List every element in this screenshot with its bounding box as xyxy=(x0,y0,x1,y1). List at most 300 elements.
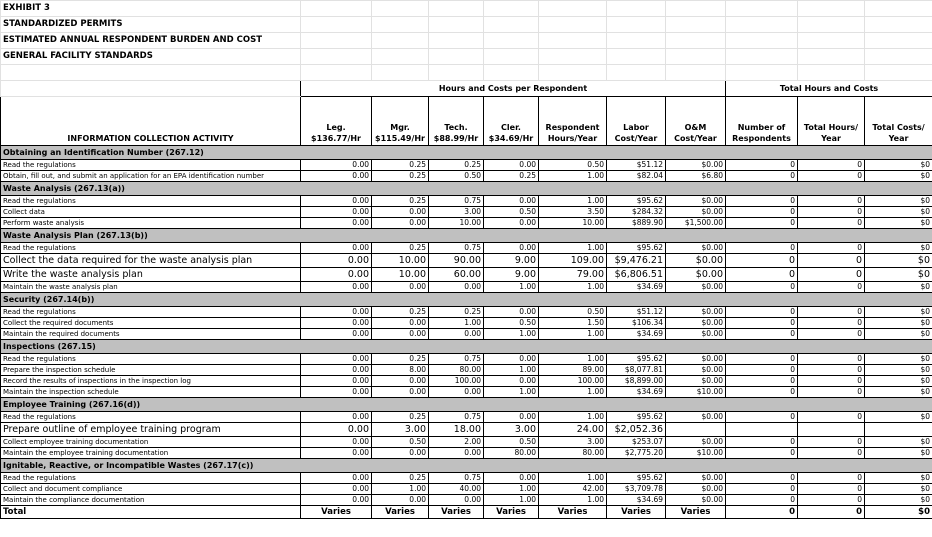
section-title: Waste Analysis Plan (267.13(b)) xyxy=(1,229,932,243)
table-cell: 1.00 xyxy=(484,495,539,506)
table-cell: $95.62 xyxy=(607,243,666,254)
table-cell: 0 xyxy=(726,254,798,268)
table-row xyxy=(1,495,932,506)
table-cell: 0 xyxy=(798,243,865,254)
table-cell: 0.75 xyxy=(429,243,484,254)
table-cell: 0 xyxy=(726,196,798,207)
table-row xyxy=(1,423,932,437)
table-cell: 100.00 xyxy=(429,376,484,387)
activity-label: Collect data xyxy=(1,207,301,218)
activity-label: Maintain the inspection schedule xyxy=(1,387,301,398)
table-cell: $9,476.21 xyxy=(607,254,666,268)
table-cell: 0 xyxy=(798,318,865,329)
subtitle-facility-standards: GENERAL FACILITY STANDARDS xyxy=(1,49,301,65)
table-cell: 0 xyxy=(726,160,798,171)
activity-label: Read the regulations xyxy=(1,354,301,365)
table-cell: $0.00 xyxy=(666,282,726,293)
table-cell: $2,052.36 xyxy=(607,423,666,437)
table-cell: $82.04 xyxy=(607,171,666,182)
activity-label: Maintain the employee training documentation xyxy=(1,448,301,459)
table-cell: 80.00 xyxy=(539,448,607,459)
table-cell: $0 xyxy=(865,171,932,182)
table-cell: 0 xyxy=(798,329,865,340)
table-cell: 3.00 xyxy=(539,437,607,448)
table-cell: 8.00 xyxy=(372,365,429,376)
table-cell: 0.25 xyxy=(372,473,429,484)
table-cell: 0 xyxy=(726,484,798,495)
table-cell: 80.00 xyxy=(429,365,484,376)
total-cell: Varies xyxy=(372,506,429,519)
table-cell: 0.00 xyxy=(429,495,484,506)
table-cell: $0.00 xyxy=(666,268,726,282)
table-cell: 109.00 xyxy=(539,254,607,268)
table-cell: 2.00 xyxy=(429,437,484,448)
table-cell: 0 xyxy=(798,254,865,268)
table-cell: $0 xyxy=(865,376,932,387)
table-cell: 1.00 xyxy=(539,387,607,398)
table-cell: $0 xyxy=(865,268,932,282)
group-header-total: Total Hours and Costs xyxy=(726,81,932,97)
meta-row xyxy=(1,33,932,49)
table-cell: $0 xyxy=(865,207,932,218)
table-cell: 0 xyxy=(726,495,798,506)
table-cell: $0 xyxy=(865,387,932,398)
table-cell: 0.00 xyxy=(301,365,372,376)
section-header-row xyxy=(1,182,932,196)
table-cell: 0 xyxy=(726,282,798,293)
table-cell: 1.00 xyxy=(372,484,429,495)
table-cell: 1.00 xyxy=(484,365,539,376)
table-cell: 1.00 xyxy=(539,243,607,254)
table-cell: 1.00 xyxy=(484,484,539,495)
table-cell: 0.00 xyxy=(372,207,429,218)
total-cell: Varies xyxy=(666,506,726,519)
table-cell: $0.00 xyxy=(666,243,726,254)
table-row xyxy=(1,268,932,282)
table-cell: 0.00 xyxy=(301,354,372,365)
column-header-2: Mgr. $115.49/Hr xyxy=(372,97,429,146)
table-cell xyxy=(798,423,865,437)
table-cell: $0 xyxy=(865,160,932,171)
table-row xyxy=(1,254,932,268)
activity-label: Write the waste analysis plan xyxy=(1,268,301,282)
table-cell: $3,709.78 xyxy=(607,484,666,495)
table-cell: 0 xyxy=(798,268,865,282)
table-cell: 0.00 xyxy=(301,282,372,293)
table-cell: 1.00 xyxy=(484,282,539,293)
column-header-5: Respondent Hours/Year xyxy=(539,97,607,146)
table-cell: 0.00 xyxy=(301,171,372,182)
subtitle-burden-cost: ESTIMATED ANNUAL RESPONDENT BURDEN AND COST xyxy=(1,33,301,49)
group-header-per-respondent: Hours and Costs per Respondent xyxy=(301,81,726,97)
table-cell: 0.00 xyxy=(301,473,372,484)
table-cell: $0.00 xyxy=(666,376,726,387)
table-cell: 0 xyxy=(798,160,865,171)
table-cell xyxy=(865,423,932,437)
table-cell: 0.25 xyxy=(429,307,484,318)
table-cell: 0 xyxy=(726,376,798,387)
table-cell: 0.00 xyxy=(301,243,372,254)
table-cell: 0.50 xyxy=(429,171,484,182)
table-cell: $0 xyxy=(865,282,932,293)
meta-row xyxy=(1,17,932,33)
table-cell: 0 xyxy=(798,218,865,229)
table-cell: $10.00 xyxy=(666,387,726,398)
table-cell: 0.00 xyxy=(301,448,372,459)
activity-label: Read the regulations xyxy=(1,160,301,171)
table-cell: 0.25 xyxy=(372,171,429,182)
table-cell: 0.00 xyxy=(301,318,372,329)
section-header-row xyxy=(1,340,932,354)
table-cell: $0 xyxy=(865,365,932,376)
section-header-row xyxy=(1,459,932,473)
table-cell: 1.00 xyxy=(539,354,607,365)
table-cell: $0 xyxy=(865,196,932,207)
table-cell: 0.00 xyxy=(301,207,372,218)
table-cell: $0 xyxy=(865,354,932,365)
table-cell xyxy=(666,423,726,437)
table-row xyxy=(1,282,932,293)
table-cell: 0 xyxy=(726,412,798,423)
table-cell: $0.00 xyxy=(666,412,726,423)
table-cell: $0 xyxy=(865,329,932,340)
table-cell: $0 xyxy=(865,318,932,329)
table-cell: 0.50 xyxy=(372,437,429,448)
table-cell: 1.00 xyxy=(539,196,607,207)
table-cell: $0.00 xyxy=(666,437,726,448)
table-cell: $0 xyxy=(865,473,932,484)
table-cell: 0 xyxy=(798,484,865,495)
table-cell: 0.50 xyxy=(484,437,539,448)
table-cell: 0.25 xyxy=(372,354,429,365)
table-cell: $34.69 xyxy=(607,329,666,340)
table-cell: 0.75 xyxy=(429,354,484,365)
table-cell: 100.00 xyxy=(539,376,607,387)
table-cell: 0 xyxy=(726,268,798,282)
table-cell: 0.00 xyxy=(301,160,372,171)
table-cell: $0 xyxy=(865,218,932,229)
table-row xyxy=(1,218,932,229)
table-cell: $0.00 xyxy=(666,318,726,329)
table-cell: $0 xyxy=(865,243,932,254)
table-cell: 1.50 xyxy=(539,318,607,329)
table-cell: 0.00 xyxy=(301,218,372,229)
activity-label: Maintain the waste analysis plan xyxy=(1,282,301,293)
table-cell: 10.00 xyxy=(429,218,484,229)
activity-label: Collect the required documents xyxy=(1,318,301,329)
table-cell: 18.00 xyxy=(429,423,484,437)
table-cell: 0.00 xyxy=(372,387,429,398)
column-header-0: INFORMATION COLLECTION ACTIVITY xyxy=(1,97,301,146)
table-cell: 0.50 xyxy=(539,307,607,318)
table-cell: 1.00 xyxy=(539,412,607,423)
activity-label: Collect employee training documentation xyxy=(1,437,301,448)
table-cell: 0.00 xyxy=(301,387,372,398)
table-cell: 1.00 xyxy=(539,495,607,506)
table-cell: 0.00 xyxy=(301,423,372,437)
table-cell: 0 xyxy=(726,387,798,398)
activity-label: Record the results of inspections in the inspection log xyxy=(1,376,301,387)
table-cell: 0.00 xyxy=(301,412,372,423)
table-cell: 0 xyxy=(798,196,865,207)
table-cell: 0.00 xyxy=(484,376,539,387)
table-cell: 0.00 xyxy=(429,387,484,398)
table-cell: 0 xyxy=(798,207,865,218)
table-cell: $253.07 xyxy=(607,437,666,448)
section-title: Waste Analysis (267.13(a)) xyxy=(1,182,932,196)
table-cell: $51.12 xyxy=(607,307,666,318)
section-title: Ignitable, Reactive, or Incompatible Wastes (267.17(c)) xyxy=(1,459,932,473)
table-cell: $95.62 xyxy=(607,412,666,423)
column-header-3: Tech. $88.99/Hr xyxy=(429,97,484,146)
table-cell: 0 xyxy=(798,495,865,506)
table-cell: 0.00 xyxy=(301,268,372,282)
table-cell: 0.00 xyxy=(484,196,539,207)
activity-label: Read the regulations xyxy=(1,473,301,484)
table-cell: 0 xyxy=(726,437,798,448)
table-cell: $106.34 xyxy=(607,318,666,329)
table-row xyxy=(1,160,932,171)
table-cell: 24.00 xyxy=(539,423,607,437)
table-cell: 0.00 xyxy=(429,448,484,459)
table-cell: $34.69 xyxy=(607,387,666,398)
table-cell: $0 xyxy=(865,448,932,459)
table-cell: $95.62 xyxy=(607,354,666,365)
total-cell: Varies xyxy=(429,506,484,519)
table-cell: $0.00 xyxy=(666,207,726,218)
table-cell: 3.50 xyxy=(539,207,607,218)
table-cell: 0 xyxy=(798,365,865,376)
table-row xyxy=(1,171,932,182)
total-label: Total xyxy=(1,506,301,519)
table-cell: $10.00 xyxy=(666,448,726,459)
total-cell: $0 xyxy=(865,506,932,519)
activity-label: Collect the data required for the waste analysis plan xyxy=(1,254,301,268)
table-cell: 40.00 xyxy=(429,484,484,495)
table-row xyxy=(1,354,932,365)
table-cell: $0.00 xyxy=(666,160,726,171)
table-cell: $0.00 xyxy=(666,365,726,376)
table-row xyxy=(1,365,932,376)
table-cell: 1.00 xyxy=(539,282,607,293)
table-cell: 0 xyxy=(726,329,798,340)
meta-row xyxy=(1,49,932,65)
table-cell: 0 xyxy=(726,171,798,182)
group-header-row xyxy=(1,81,932,97)
table-cell: $2,775.20 xyxy=(607,448,666,459)
table-cell: 0 xyxy=(798,171,865,182)
table-cell: 0.25 xyxy=(429,160,484,171)
table-row xyxy=(1,437,932,448)
section-header-row xyxy=(1,146,932,160)
table-cell: $0.00 xyxy=(666,495,726,506)
table-cell: 0.00 xyxy=(372,218,429,229)
section-header-row xyxy=(1,293,932,307)
table-cell: $0.00 xyxy=(666,307,726,318)
table-cell: 0.00 xyxy=(372,448,429,459)
table-cell: 1.00 xyxy=(539,473,607,484)
table-cell: 0 xyxy=(798,437,865,448)
table-cell: 0.75 xyxy=(429,473,484,484)
table-cell: 10.00 xyxy=(372,254,429,268)
table-cell: 60.00 xyxy=(429,268,484,282)
table-cell: 0.75 xyxy=(429,196,484,207)
section-title: Inspections (267.15) xyxy=(1,340,932,354)
total-cell: Varies xyxy=(539,506,607,519)
table-row xyxy=(1,329,932,340)
table-row xyxy=(1,448,932,459)
table-cell: 0 xyxy=(726,354,798,365)
table-cell: 0.00 xyxy=(484,412,539,423)
table-cell: 0.00 xyxy=(301,437,372,448)
table-cell: $95.62 xyxy=(607,473,666,484)
table-cell: $284.32 xyxy=(607,207,666,218)
table-cell: 0.00 xyxy=(372,318,429,329)
table-cell: $0.00 xyxy=(666,196,726,207)
table-cell: 9.00 xyxy=(484,268,539,282)
table-cell: 0 xyxy=(726,243,798,254)
table-cell: $34.69 xyxy=(607,282,666,293)
activity-label: Read the regulations xyxy=(1,196,301,207)
table-cell: 90.00 xyxy=(429,254,484,268)
table-cell: $0 xyxy=(865,437,932,448)
column-header-7: O&M Cost/Year xyxy=(666,97,726,146)
activity-label: Read the regulations xyxy=(1,243,301,254)
table-cell: 0.25 xyxy=(484,171,539,182)
table-cell xyxy=(726,423,798,437)
table-cell: 0.00 xyxy=(301,329,372,340)
column-header-10: Total Costs/ Year xyxy=(865,97,932,146)
table-cell: 0 xyxy=(798,354,865,365)
table-cell: 42.00 xyxy=(539,484,607,495)
table-cell: $0.00 xyxy=(666,354,726,365)
table-cell: 79.00 xyxy=(539,268,607,282)
table-cell: 0.00 xyxy=(301,254,372,268)
table-cell: 0.75 xyxy=(429,412,484,423)
table-cell: 10.00 xyxy=(539,218,607,229)
table-cell: 0.25 xyxy=(372,196,429,207)
table-cell: 0 xyxy=(726,448,798,459)
table-cell: 0.00 xyxy=(484,160,539,171)
table-cell: 1.00 xyxy=(539,171,607,182)
total-row xyxy=(1,506,932,519)
table-row xyxy=(1,412,932,423)
table-cell: 1.00 xyxy=(484,387,539,398)
table-cell: 0.00 xyxy=(301,196,372,207)
table-cell: 80.00 xyxy=(484,448,539,459)
table-cell: $0 xyxy=(865,484,932,495)
table-cell: $51.12 xyxy=(607,160,666,171)
table-row xyxy=(1,376,932,387)
table-cell: 0.50 xyxy=(484,318,539,329)
table-cell: 0.00 xyxy=(372,376,429,387)
table-cell: 0.25 xyxy=(372,307,429,318)
section-title: Security (267.14(b)) xyxy=(1,293,932,307)
table-row xyxy=(1,307,932,318)
activity-label: Read the regulations xyxy=(1,307,301,318)
table-row xyxy=(1,473,932,484)
activity-label: Prepare outline of employee training program xyxy=(1,423,301,437)
table-cell: $6,806.51 xyxy=(607,268,666,282)
table-cell: 0.00 xyxy=(429,329,484,340)
table-cell: 0 xyxy=(798,412,865,423)
table-cell: $0.00 xyxy=(666,473,726,484)
total-cell: Varies xyxy=(484,506,539,519)
table-cell: $0.00 xyxy=(666,484,726,495)
table-cell: $0.00 xyxy=(666,254,726,268)
table-cell: 0 xyxy=(726,218,798,229)
column-header-row xyxy=(1,97,932,146)
table-cell: $8,077.81 xyxy=(607,365,666,376)
column-header-6: Labor Cost/Year xyxy=(607,97,666,146)
table-cell: 0.50 xyxy=(484,207,539,218)
meta-row xyxy=(1,1,932,17)
table-cell: 0 xyxy=(726,473,798,484)
total-cell: Varies xyxy=(301,506,372,519)
table-cell: 0 xyxy=(726,365,798,376)
table-cell: 9.00 xyxy=(484,254,539,268)
table-cell: 0.00 xyxy=(484,243,539,254)
activity-label: Maintain the compliance documentation xyxy=(1,495,301,506)
table-cell: $0 xyxy=(865,495,932,506)
table-cell: $34.69 xyxy=(607,495,666,506)
activity-label: Prepare the inspection schedule xyxy=(1,365,301,376)
table-row xyxy=(1,196,932,207)
table-cell: 0 xyxy=(798,307,865,318)
activity-label: Maintain the required documents xyxy=(1,329,301,340)
table-cell: 0.50 xyxy=(539,160,607,171)
table-cell: $889.90 xyxy=(607,218,666,229)
table-cell: 1.00 xyxy=(539,329,607,340)
activity-label: Read the regulations xyxy=(1,412,301,423)
total-cell: 0 xyxy=(798,506,865,519)
table-cell: $0 xyxy=(865,254,932,268)
table-cell: 3.00 xyxy=(372,423,429,437)
table-cell: 0.00 xyxy=(484,218,539,229)
table-cell: 0.00 xyxy=(484,473,539,484)
table-cell: 0.00 xyxy=(372,282,429,293)
exhibit-label: EXHIBIT 3 xyxy=(1,1,301,17)
table-cell: 3.00 xyxy=(484,423,539,437)
subtitle-standardized-permits: STANDARDIZED PERMITS xyxy=(1,17,301,33)
table-cell: 0 xyxy=(798,387,865,398)
table-cell: 0.25 xyxy=(372,243,429,254)
total-cell: 0 xyxy=(726,506,798,519)
table-cell: 0.00 xyxy=(301,484,372,495)
table-cell: $0 xyxy=(865,412,932,423)
table-cell: $8,899.00 xyxy=(607,376,666,387)
table-cell: 0.00 xyxy=(301,376,372,387)
table-cell: 0.00 xyxy=(372,329,429,340)
section-header-row xyxy=(1,229,932,243)
table-cell: $1,500.00 xyxy=(666,218,726,229)
table-cell: 1.00 xyxy=(484,329,539,340)
table-cell: 0 xyxy=(798,448,865,459)
column-header-4: Cler. $34.69/Hr xyxy=(484,97,539,146)
column-header-9: Total Hours/ Year xyxy=(798,97,865,146)
table-row xyxy=(1,318,932,329)
activity-label: Collect and document compliance xyxy=(1,484,301,495)
meta-row xyxy=(1,65,932,81)
table-cell: 0.25 xyxy=(372,160,429,171)
table-cell: 0.00 xyxy=(429,282,484,293)
table-cell: 10.00 xyxy=(372,268,429,282)
table-cell: 0.00 xyxy=(484,307,539,318)
table-cell: 0 xyxy=(798,376,865,387)
table-cell: 0 xyxy=(798,473,865,484)
table-cell: 0 xyxy=(798,282,865,293)
table-cell: $0 xyxy=(865,307,932,318)
